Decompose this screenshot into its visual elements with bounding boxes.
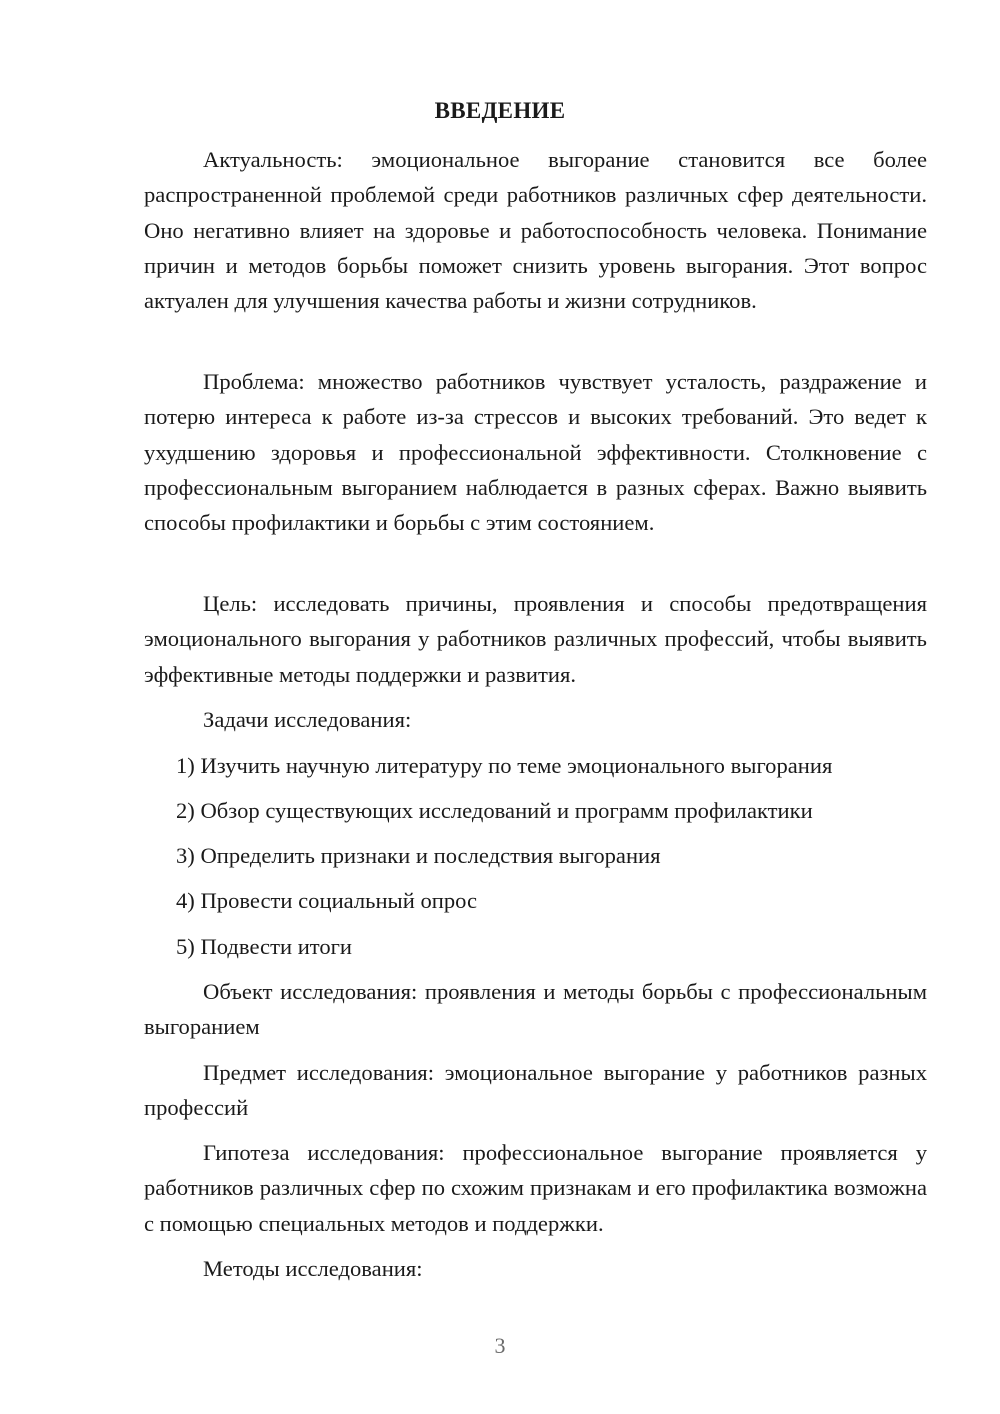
- task-item-1: 1) Изучить научную литературу по теме эмоционального выгорания: [176, 753, 833, 778]
- methods-heading: Методы исследования:: [203, 1256, 423, 1281]
- paragraph-relevance: Актуальность: эмоциональное выгорание становится все более распространенной проблемой среди работников различных сфер деятельности. Оно негативно влияет на здоровье и работоспособность человека. Понимание причин и методов борьбы поможет снизить уровень выгорания. Этот вопрос актуален для улучшения качества работы и жизни сотрудников.: [144, 147, 927, 314]
- paragraph-problem: Проблема: множество работников чувствует усталость, раздражение и потерю интереса к работе из-за стрессов и высоких требований. Это ведет к ухудшению здоровья и профессиональной эффективности. Столкновение с профессиональным выгоранием наблюдается в разных сферах. Важно выявить способы профилактики и борьбы с этим состоянием.: [144, 369, 927, 536]
- paragraph-object: Объект исследования: проявления и методы борьбы с профессиональным выгоранием: [144, 979, 927, 1040]
- task-item-2: 2) Обзор существующих исследований и программ профилактики: [176, 798, 813, 823]
- page-number: 3: [494, 1333, 506, 1358]
- task-item-3: 3) Определить признаки и последствия выгорания: [176, 843, 661, 868]
- task-item-4: 4) Провести социальный опрос: [176, 888, 478, 913]
- tasks-heading: Задачи исследования:: [203, 707, 412, 732]
- paragraph-subject: Предмет исследования: эмоциональное выгорание у работников разных профессий: [144, 1060, 927, 1121]
- paragraph-goal: Цель: исследовать причины, проявления и способы предотвращения эмоционального выгорания у работников различных профессий, чтобы выявить эффективные методы поддержки и развития.: [144, 591, 927, 687]
- page-title: ВВЕДЕНИЕ: [434, 98, 566, 123]
- paragraph-hypothesis: Гипотеза исследования: профессиональное выгорание проявляется у работников различных сфер по схожим признакам и его профилактика возможна с помощью специальных методов и поддержки.: [144, 1140, 927, 1236]
- task-item-5: 5) Подвести итоги: [176, 934, 353, 959]
